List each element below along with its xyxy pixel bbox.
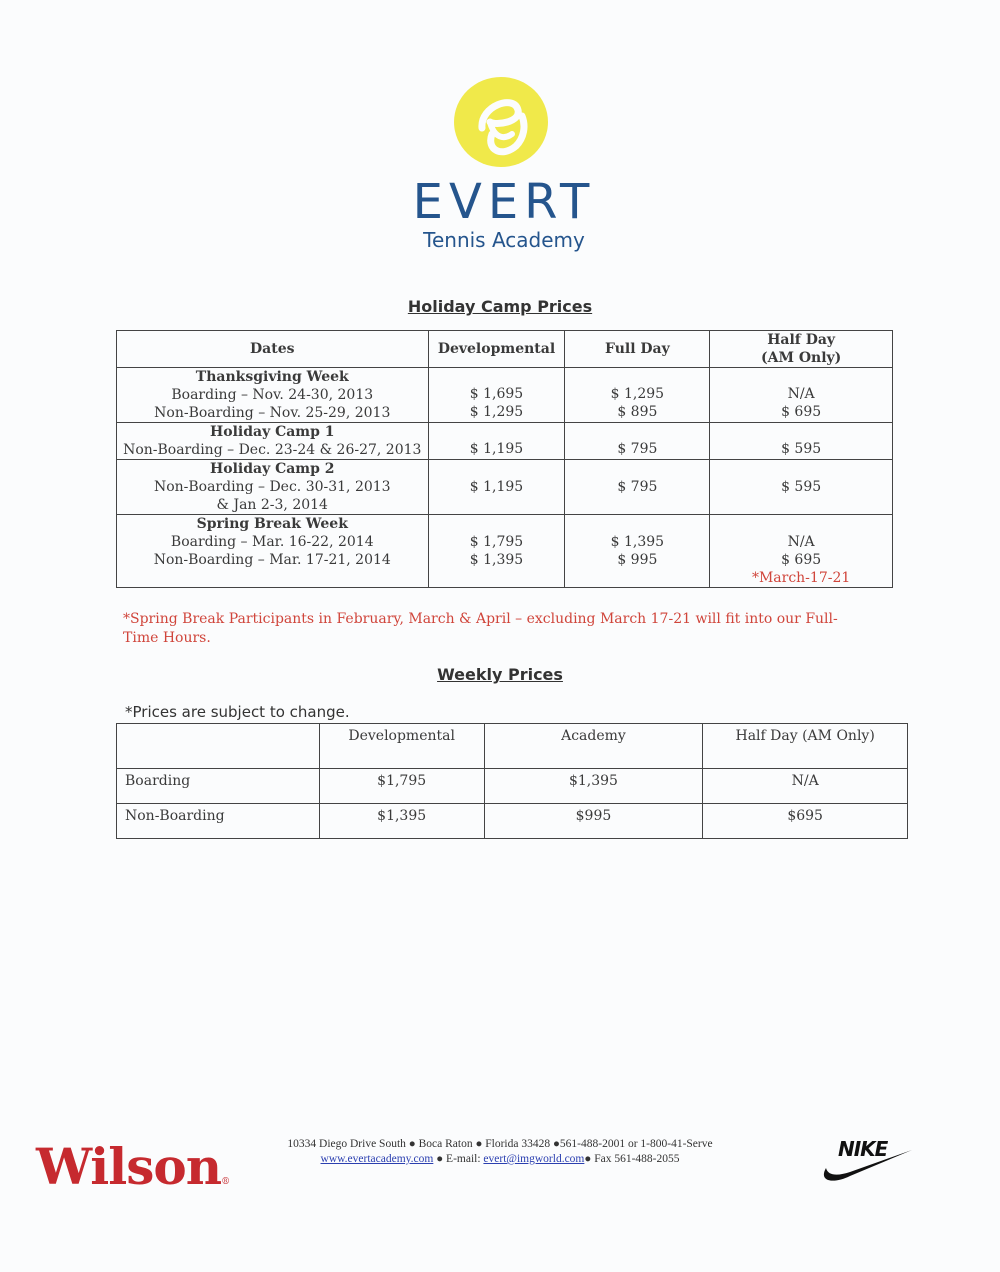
price: $ 1,295	[610, 386, 665, 402]
header-half-day-line2: (AM Only)	[760, 350, 842, 366]
evert-logo-icon	[452, 76, 550, 168]
date-line: Non-Boarding – Dec. 23-24 & 26-27, 2013	[123, 442, 422, 458]
camp-name: Holiday Camp 1	[210, 424, 335, 440]
wilson-wordmark: Wilson	[36, 1137, 222, 1196]
developmental-cell	[428, 460, 565, 515]
camp-name: Holiday Camp 2	[210, 461, 335, 477]
table-row	[117, 804, 908, 839]
full-day-cell	[565, 515, 710, 588]
weekly-price-table	[116, 723, 908, 839]
dates-cell	[117, 515, 429, 588]
camp-name: Spring Break Week	[196, 516, 348, 532]
header-full-day: Full Day	[565, 331, 710, 368]
half-day-cell	[710, 460, 893, 515]
address-line: 10334 Diego Drive South ● Boca Raton ● Florida 33428 ●561-488-2001 or 1-800-41-Serve	[287, 1138, 713, 1150]
table-row	[117, 368, 893, 423]
header-half-day-line1: Half Day	[767, 332, 836, 348]
half-day-cell	[710, 515, 893, 588]
price: $ 795	[617, 441, 658, 457]
row-label: Non-Boarding	[117, 804, 320, 839]
price: $ 1,695	[469, 386, 524, 402]
price: $ 1,395	[469, 552, 524, 568]
header-academy: Academy	[484, 724, 703, 769]
header-blank	[117, 724, 320, 769]
dates-cell	[117, 368, 429, 423]
fax-text: ● Fax 561-488-2055	[584, 1153, 680, 1165]
table-row	[117, 460, 893, 515]
price: $ 795	[617, 479, 658, 495]
spring-break-footnote: *Spring Break Participants in February, March & April – excluding March 17-21 will fit into our Full-Time Hours.	[123, 611, 838, 646]
header-dates: Dates	[117, 331, 429, 368]
table-row	[117, 515, 893, 588]
price: $ 595	[781, 441, 822, 457]
developmental-cell	[428, 368, 565, 423]
date-line: Non-Boarding – Nov. 25-29, 2013	[154, 405, 391, 421]
date-line: Non-Boarding – Dec. 30-31, 2013	[153, 479, 391, 495]
brand-subtitle: Tennis Academy	[423, 228, 585, 252]
half-day-cell	[710, 423, 893, 460]
holiday-price-table	[116, 330, 893, 588]
table-header-row	[117, 331, 893, 368]
header-developmental: Developmental	[428, 331, 565, 368]
price: $ 1,395	[610, 534, 665, 550]
academy-cell: $995	[484, 804, 703, 839]
price: $ 1,195	[469, 441, 524, 457]
row-label: Boarding	[117, 769, 320, 804]
price: $ 895	[617, 404, 658, 420]
developmental-cell: $1,395	[319, 804, 484, 839]
price: $ 1,295	[469, 404, 524, 420]
weekly-section-title: Weekly Prices	[437, 665, 563, 684]
table-header-row	[117, 724, 908, 769]
prices-change-note: *Prices are subject to change.	[125, 703, 350, 721]
academy-cell: $1,395	[484, 769, 703, 804]
half-day-cell	[710, 368, 893, 423]
price: $ 695	[781, 552, 822, 568]
dates-cell	[117, 460, 429, 515]
header-half-day	[710, 331, 893, 368]
brand-name: EVERT	[412, 174, 596, 230]
table-row	[117, 423, 893, 460]
half-day-note: *March-17-21	[751, 570, 851, 586]
date-line: & Jan 2-3, 2014	[216, 497, 328, 513]
nike-wordmark: NIKE	[838, 1137, 888, 1161]
header-half-day: Half Day (AM Only)	[703, 724, 908, 769]
full-day-cell	[565, 460, 710, 515]
price: $ 595	[781, 479, 822, 495]
developmental-cell	[428, 515, 565, 588]
price: $ 995	[617, 552, 658, 568]
price: N/A	[787, 534, 815, 550]
date-line: Boarding – Nov. 24-30, 2013	[171, 387, 374, 403]
half-day-cell: N/A	[703, 769, 908, 804]
camp-name: Thanksgiving Week	[195, 369, 349, 385]
half-day-cell: $695	[703, 804, 908, 839]
dates-cell	[117, 423, 429, 460]
date-line: Non-Boarding – Mar. 17-21, 2014	[153, 552, 391, 568]
price: $ 695	[781, 404, 822, 420]
holiday-section-title: Holiday Camp Prices	[407, 297, 593, 316]
email-label: ● E-mail:	[433, 1153, 484, 1165]
price: $ 1,795	[469, 534, 524, 550]
full-day-cell	[565, 423, 710, 460]
website-link[interactable]: www.evertacademy.com	[320, 1153, 434, 1165]
table-row	[117, 769, 908, 804]
full-day-cell	[565, 368, 710, 423]
developmental-cell: $1,795	[319, 769, 484, 804]
price: N/A	[787, 386, 815, 402]
date-line: Boarding – Mar. 16-22, 2014	[170, 534, 374, 550]
header-developmental: Developmental	[319, 724, 484, 769]
registered-mark: ®	[221, 1177, 230, 1187]
price: $ 1,195	[469, 479, 524, 495]
email-link[interactable]: evert@imgworld.com	[483, 1153, 585, 1165]
developmental-cell	[428, 423, 565, 460]
